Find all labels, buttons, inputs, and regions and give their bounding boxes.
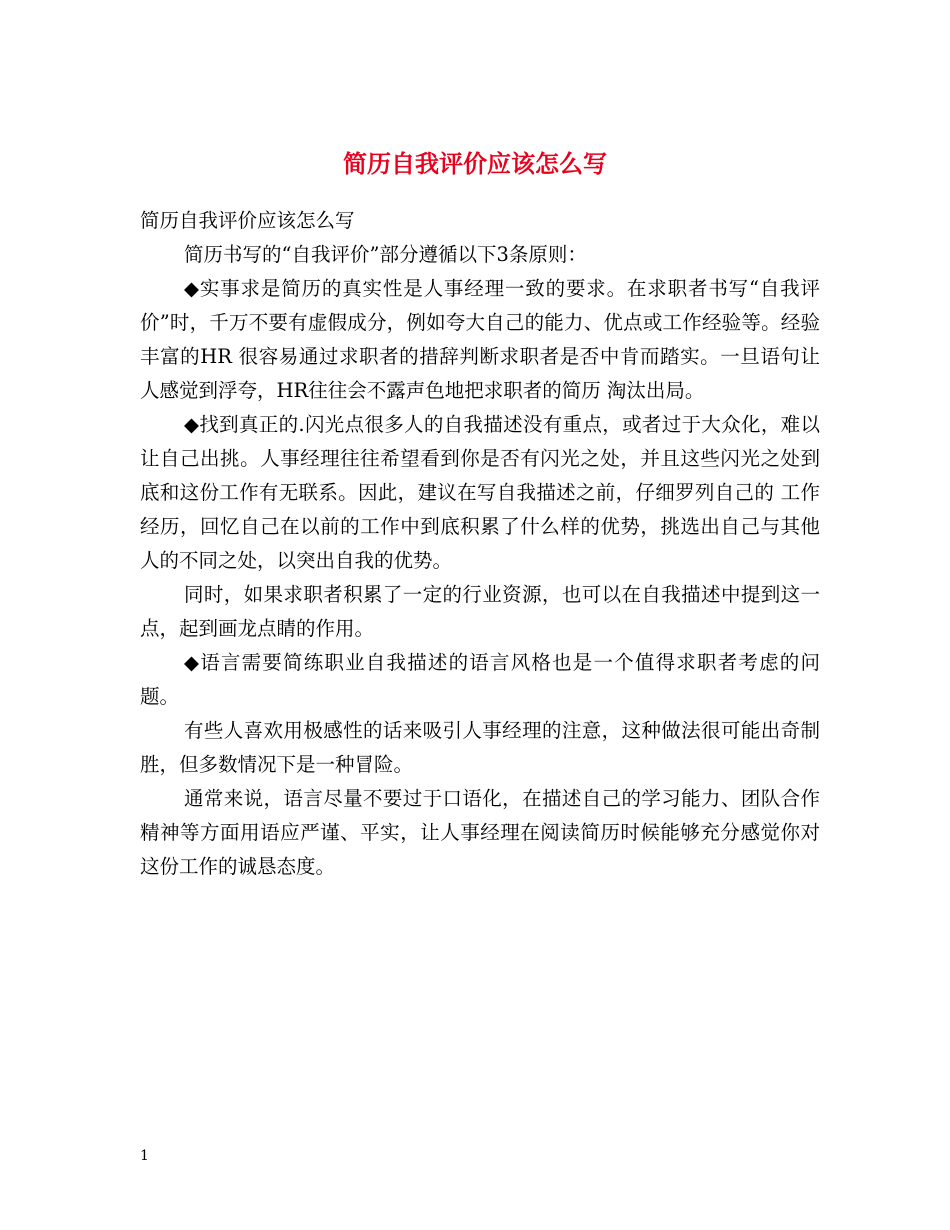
page-number: 1 — [140, 1148, 149, 1164]
paragraph-intro: 简历书写的“自我评价”部分遵循以下3条原则： — [184, 243, 587, 266]
paragraph-principle-concise: ◆语言需要简练职业自我描述的语言风格也是一个值得求职者考虑的问题。 — [140, 651, 820, 708]
document-body — [140, 204, 820, 884]
paragraph-emotional-language: 有些人喜欢用极感性的话来吸引人事经理的注意，这种做法很可能出奇制胜，但多数情况下是一种冒险。 — [140, 719, 820, 776]
paragraph-conclusion: 通常来说，语言尽量不要过于口语化，在描述自己的学习能力、团队合作精神等方面用语应严谨、平实，让人事经理在阅读简历时候能够充分感觉你对这份工作的诚恳态度。 — [140, 787, 820, 878]
paragraph-industry-resources: 同时，如果求职者积累了一定的行业资源，也可以在自我描述中提到这一点，起到画龙点睛的作用。 — [140, 583, 820, 640]
document-title: 简历自我评价应该怎么写 — [343, 149, 607, 179]
paragraph-principle-highlights: ◆找到真正的.闪光点很多人的自我描述没有重点，或者过于大众化，难以让自己出挑。人事经理往往希望看到你是否有闪光之处，并且这些闪光之处到底和这份工作有无联系。因此，建议在写自我描述之前，仔细罗列自己的 工作经历，回忆自己在以前的工作中到底积累了什么样的优势，挑选出自己与其他人的不同之处，以突出自我的优势。 — [140, 413, 820, 572]
paragraph-principle-truthful: ◆实事求是简历的真实性是人事经理一致的要求。在求职者书写“自我评价”时，千万不要有虚假成分，例如夸大自己的能力、优点或工作经验等。经验丰富的HR 很容易通过求职者的措辞判断求职者是否中肯而踏实。一旦语句让人感觉到浮夸，HR往往会不露声色地把求职者的简历 淘汰出局。 — [140, 277, 820, 402]
document-subtitle: 简历自我评价应该怎么写 — [140, 209, 355, 232]
